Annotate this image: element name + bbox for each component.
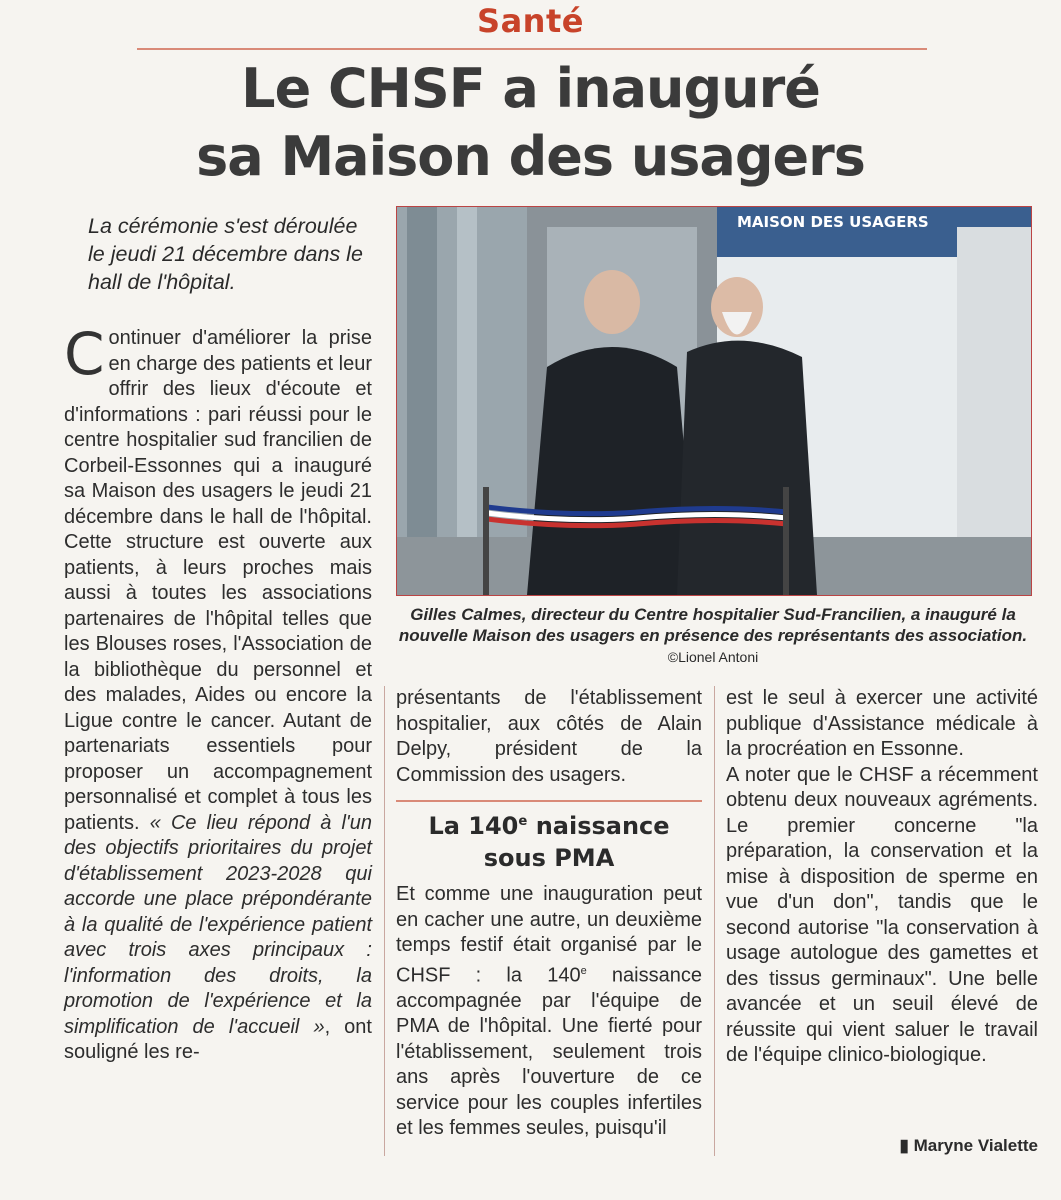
column-1-text: ontinuer d'améliorer la prise en charge des patients et leur offrir des lieux d'écoute et d'informations : pari réussi pour le centre hospitalier sud francilien de Corbeil-Essonnes qui a inauguré sa Maison des usagers le jeudi 21 décembre dans le hall de l'hôpital. Cette structure est ouverte aux patients, à leurs proches mais aussi à toutes les associations partenaires de l'hôpital telles que les Blouses roses, l'Association de la bibliothèque du personnel et des malades, Aides ou encore la Ligue contre le cancer. Autant de partenariats essentiels pour proposer un accompagnement personnalisé et complet à tous les patients. [64,327,373,834]
column-1-end: , ont souligné les re- [64,1015,372,1063]
subheading [396,800,702,874]
article-column-2-top [396,686,702,788]
column-1-quote: « Ce lieu répond à l'un des objectifs prioritaires du projet d'établissement 2023-2028 qui accorde une place prépondérante à la qualité de l'expérience patient avec trois axes principaux : l'information des droits, la promotion de l'expérience et la simplification de l'accueil » [64,811,372,1038]
byline-author: Maryne Vialette [913,1136,1038,1155]
headline-line-1: Le CHSF a inauguré [241,57,820,120]
column-2-body-a: Et comme une inauguration peut en cacher une autre, un deuxième temps festif était organisé par le CHSF : la 140 [396,883,702,987]
lead-paragraph: La cérémonie s'est déroulée le jeudi 21 décembre dans le hall de l'hôpital. [88,214,363,294]
photo-caption [396,604,1030,668]
column-2-top-text: présentants de l'établissement hospitalier, aux côtés de Alain Delpy, président de la Commission des usagers. [396,687,702,786]
article-column-3 [726,686,1038,1069]
rubric-rule [137,48,927,50]
column-2-body-b: naissance accompagnée par l'équipe de PMA de l'hôpital. Une fierté pour l'établissement, seulement trois ans après l'ouverture de ce service pour les couples infertiles et les femmes seules, puisqu'il [396,964,702,1140]
article-column-2-body [396,882,702,1142]
caption-text: Gilles Calmes, directeur du Centre hospitalier Sud-Francilien, a inauguré la nouvelle Maison des usagers en présence des représentants des association. [398,605,1028,645]
photo-illustration [397,207,1031,595]
subheading-line-1 [396,806,702,842]
article-photo [396,206,1032,596]
byline: ▮ Maryne Vialette [899,1136,1038,1155]
photo-sign-text: MAISON DES USAGERS [737,213,929,231]
column-3-paragraph-1: est le seul à exercer une activité publique d'Assistance médicale à la procréation en Essonne. [726,687,1038,760]
headline [0,55,1061,191]
headline-line-2: sa Maison des usagers [196,125,865,188]
article-column-1 [64,320,373,1066]
subheading-line-2: sous PMA [483,844,615,872]
drop-cap: C [64,320,105,388]
rubric-label: Santé [477,2,584,40]
column-3-paragraph-2: A noter que le CHSF a récemment obtenu deux nouveaux agréments. Le premier concerne "la préparation, la conservation et la mise à disposition de sperme en vue d'un don", tandis que le second autorise "la conservation à usage autologue des gamettes et des tissus germinaux". Une belle avancée et un seuil élevé de réussite qui vient saluer le travail de l'équipe clinico-biologique. [726,763,1038,1066]
subheading-text-a: La 140 [428,812,519,840]
column-2-sup: e [580,964,587,977]
subheading-text-b: naissance [527,812,670,840]
column-divider-1 [384,686,385,1156]
photo-credit: ©Lionel Antoni [667,649,759,665]
subheading-sup: e [518,814,528,829]
column-divider-2 [714,686,715,1156]
